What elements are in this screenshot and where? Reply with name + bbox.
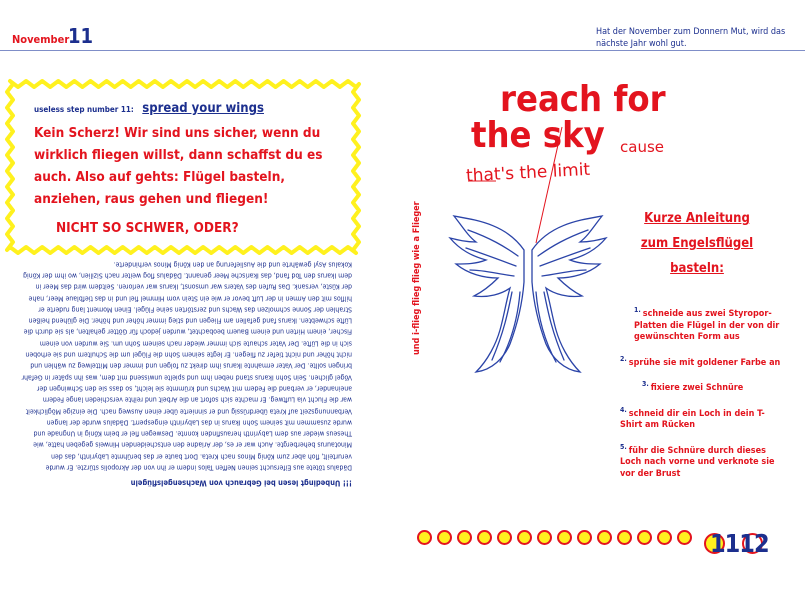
day-dot — [457, 530, 472, 545]
useless-step-box — [34, 97, 346, 236]
instruction-step: $^{4.}$ schneid dir ein Loch in dein T-Shirt am Rücken — [620, 405, 765, 430]
instruction-step: $^{5.}$ führ die Schnüre durch dieses Loch nach vorne und verknote sie vor der Brust — [620, 442, 775, 479]
day-dot — [617, 530, 632, 545]
upside-down-story — [20, 258, 352, 488]
instruction-step: $^{1.}$ schneide aus zwei Styropor-Platten die Flügel in der von dir gewünschten Form aus — [634, 306, 780, 342]
guide-title-line1: Kurze Anleitung — [644, 211, 750, 226]
day-dot — [417, 530, 432, 545]
header-divider — [0, 50, 805, 51]
step-closing: NICHT SO SCHWER, ODER? — [56, 220, 239, 236]
guide-title-line3: basteln: — [670, 261, 724, 276]
month-label: November — [12, 33, 70, 46]
headline-line2: the sky — [471, 115, 605, 156]
page-number-marker — [704, 529, 784, 566]
instruction-step: $^{2.}$ sprühe sie mit goldener Farbe an — [620, 354, 781, 368]
day-dot — [437, 530, 452, 545]
vertical-lyric: und i-flieg flieg flieg wie a Flieger — [412, 201, 422, 355]
day-dot — [597, 530, 612, 545]
day-number: 11 — [68, 24, 94, 48]
headline-line1: reach for — [500, 79, 666, 120]
day-dot — [517, 530, 532, 545]
day-dot — [577, 530, 592, 545]
headline-limit: that's the limit — [465, 159, 591, 187]
guide-title-line2: zum Engelsflügel — [640, 236, 754, 251]
weather-proverb: Hat der November zum Donnern Mut, wird das nächste Jahr wohl gut. — [596, 27, 786, 49]
instruction-step: $^{3.}$ fixiere zwei Schnüre — [642, 380, 744, 393]
instruction-list — [620, 305, 785, 490]
story-body: Dädalus tötete aus Eifersucht seinen Neffen Talos indem er ihn von der Akropolis stürzte. Er wurde verurteilt, floh aber zum König Minos nach Kreta. Dort baute er das berühmte Labyrinth, das den Minotaurus beherbergte. Auch war er es, der Ariadne den entscheidenden Hinweis gegeben hatte, wie Theseus wieder aus dem Labyrinth herausfinden konnte. Deswegen fiel er beim König in Ungnade und wurde zusammen mit seinem Sohn Ikarus in das Labyrinth eingesperrt. Dädalus wurde der langen Verbannungszeit auf Kreta überdrüssig und er sinnierte über einen Ausweg nach. Die einzige Möglichkeit war die Flucht via Luftweg. Er machte sich sofort an die Arbeit und reihte verschieden lange Federn aneinander, er verband die Federn mit Wachs und krümmte sie leicht, so dass sie den Schwingen der Vögel glichen. Sein Sohn Ikarus stand neben ihm und spielte unwissend mit dem, was ihn später in Gefahr bringen sollte. Der Vater ermahnte Ikarus ihm direkt zu folgen und immer den Mittelweg zu wählen und nicht höher und nicht tiefer zu fliegen. Er legte seinem Sohn die Flügel um die Schultern und sie erhoben sich in die Lüfte. Der Vater schaute sich immer wieder nach seinem Sohn um. Sie wurden von einem Fischer, einem Hirten und einem Bauern beobachtet, wurden jedoch für Götter gehalten, als sie durch die Lüfte schwebten. Ikarus fand gefallen am Fliegen und stieg immer höher und höher. Die glühend heißen Strahlen der Sonne schmolzen das Wachs und zerstörten seine Flügel. Einen Moment lang ruderte er hilflos mit den Armen in der Luft bevor er wie ein Stein vom Himmel fiel und in das tiefblaue Meer, nahe der Küste, versank. Das Rufen des Vaters war umsonst, Ikarus war verloren. Seitdem wird das Meer in dem Ikarus den Tod fand, das Ikarische Meer genannt. Dädalus flog weiter nach Sizilien, wo ihm der König Kokalus Asyl gewährte und die Auslieferung an den König Minos verhinderte. — [21, 260, 352, 472]
day-dot — [557, 530, 572, 545]
guide-title — [612, 206, 782, 281]
page-numbers: 1112 — [710, 529, 769, 558]
day-dot — [657, 530, 672, 545]
headline-cause: cause — [620, 138, 664, 156]
story-title: !!! Unbedingt lesen bei Gebrauch von Wachsengelsflügeln — [130, 478, 352, 488]
day-dot — [497, 530, 512, 545]
day-dot — [637, 530, 652, 545]
day-dot — [677, 530, 692, 545]
step-label: useless step number 11: — [34, 105, 134, 114]
day-dot — [537, 530, 552, 545]
month-day-dots — [417, 530, 692, 545]
step-heading — [34, 97, 346, 116]
angel-wings-icon — [446, 212, 611, 387]
step-title: spread your wings — [142, 101, 264, 116]
step-text: Kein Scherz! Wir sind uns sicher, wenn du wirklich fliegen willst, dann schaffst du es auch. Also auf gehts: Flügel basteln, anziehen, raus gehen und fliegen! — [34, 125, 323, 207]
day-dot — [477, 530, 492, 545]
